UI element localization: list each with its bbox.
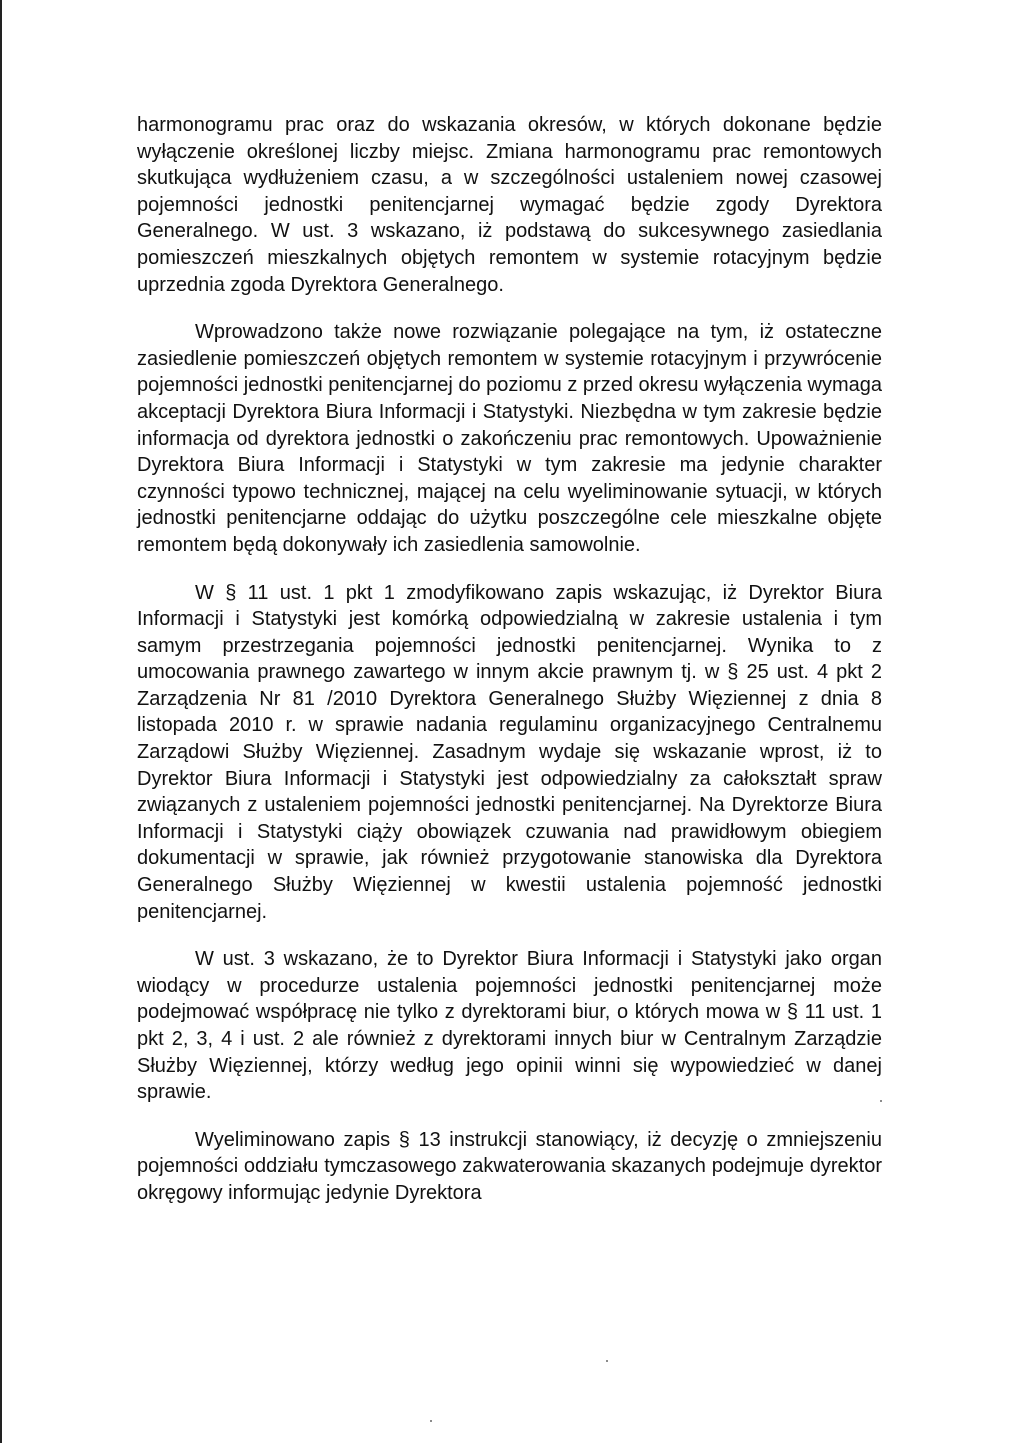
document-body: [137, 112, 882, 1228]
paragraph-5: Wyeliminowano zapis § 13 instrukcji stanowiący, iż decyzję o zmniejszeniu pojemności oddziału tymczasowego zakwaterowania skazanych podejmuje dyrektor okręgowy informując jedynie Dyrektora: [137, 1128, 882, 1204]
page-edge-shadow: [0, 0, 2, 1443]
scan-speck: [430, 1420, 432, 1422]
scan-speck: [606, 1360, 608, 1362]
paragraph-2: Wprowadzono także nowe rozwiązanie polegające na tym, iż ostateczne zasiedlenie pomieszczeń objętych remontem w systemie rotacyjnym i przywrócenie pojemności jednostki penitencjarnej do poziomu z przed okresu wyłączenia wymaga akceptacji Dyrektora Biura Informacji i Statystyki. Niezbędna w tym zakresie będzie informacja od dyrektora jednostki o zakończeniu prac remontowych. Upoważnienie Dyrektora Biura Informacji i Statystyki w tym zakresie ma jedynie charakter czynności typowo technicznej, mającej na celu wyeliminowanie sytuacji, w których jednostki penitencjarne oddając do użytku poszczególne cele mieszkalne objęte remontem będą dokonywały ich zasiedlenia samowolnie.: [137, 321, 882, 556]
paragraph-1: harmonogramu prac oraz do wskazania okresów, w których dokonane będzie wyłączenie określonej liczby miejsc. Zmiana harmonogramu prac remontowych skutkująca wydłużeniem czasu, a w szczególności ustaleniem nowej czasowej pojemności jednostki penitencjarnej wymagać będzie zgody Dyrektora Generalnego. W ust. 3 wskazano, iż podstawą do sukcesywnego zasiedlania pomieszczeń mieszkalnych objętych remontem w systemie rotacyjnym będzie uprzednia zgoda Dyrektora Generalnego.: [137, 114, 882, 296]
paragraph-3: W § 11 ust. 1 pkt 1 zmodyfikowano zapis wskazując, iż Dyrektor Biura Informacji i Statystyki jest komórką odpowiedzialną w zakresie ustalenia i tym samym przestrzegania pojemności jednostki penitencjarnej. Wynika to z umocowania prawnego zawartego w innym akcie prawnym tj. w § 25 ust. 4 pkt 2 Zarządzenia Nr 81 /2010 Dyrektora Generalnego Służby Więziennej z dnia 8 listopada 2010 r. w sprawie nadania regulaminu organizacyjnego Centralnemu Zarządowi Służby Więziennej. Zasadnym wydaje się wskazanie wprost, iż to Dyrektor Biura Informacji i Statystyki jest odpowiedzialny za całokształt spraw związanych z ustaleniem pojemności jednostki penitencjarnej. Na Dyrektorze Biura Informacji i Statystyki ciąży obowiązek czuwania nad prawidłowym obiegiem dokumentacji w sprawie, jak również przygotowanie stanowiska dla Dyrektora Generalnego Służby Więziennej w kwestii ustalenia pojemność jednostki penitencjarnej.: [137, 581, 882, 923]
paragraph-4: W ust. 3 wskazano, że to Dyrektor Biura Informacji i Statystyki jako organ wiodący w procedurze ustalenia pojemności jednostki penitencjarnej może podejmować współpracę nie tylko z dyrektorami biur, o których mowa w § 11 ust. 1 pkt 2, 3, 4 i ust. 2 ale również z dyrektorami innych biur w Centralnym Zarządzie Służby Więziennej, którzy według jego opinii winni się wypowiedzieć w danej sprawie.: [137, 948, 882, 1104]
